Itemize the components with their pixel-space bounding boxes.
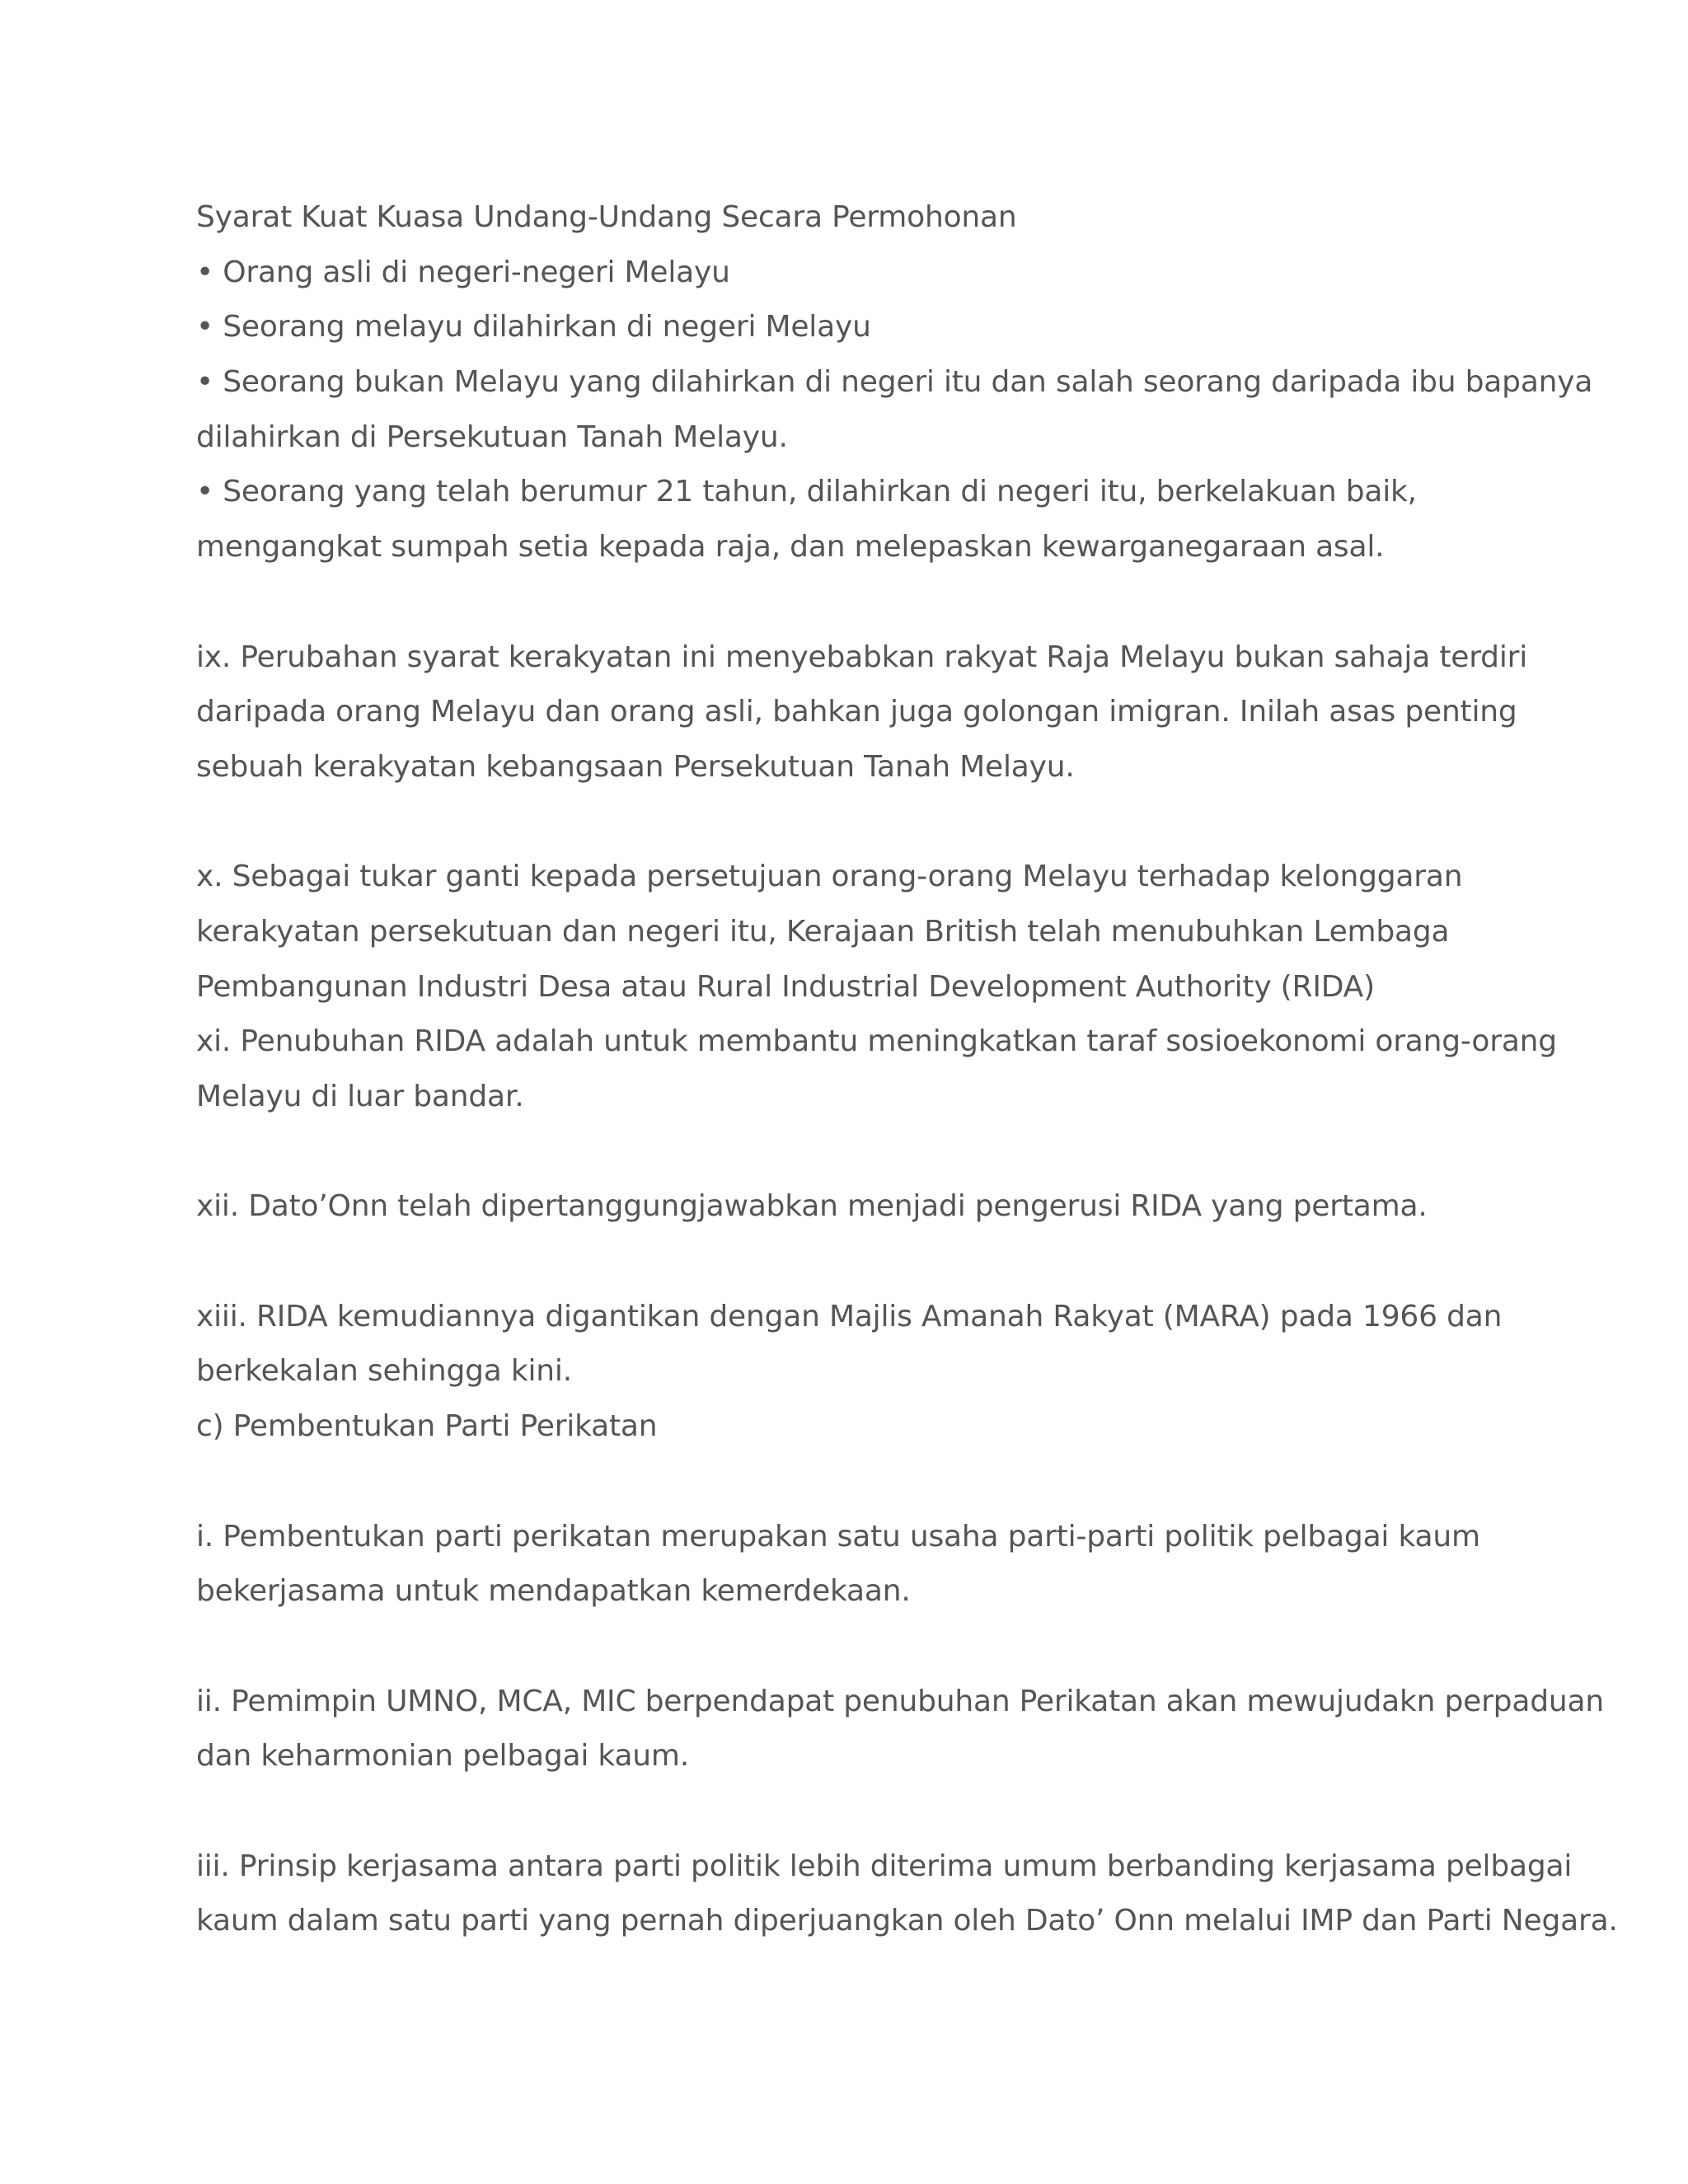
paragraph-xii-line: xii. Dato’Onn telah dipertanggungjawabkan menjadi pengerusi RIDA yang pertama. (196, 1189, 1428, 1224)
bullet-item-continuation: dilahirkan di Persekutuan Tanah Melayu. (196, 419, 788, 454)
document-page (196, 190, 1618, 1949)
section-heading: Syarat Kuat Kuasa Undang-Undang Secara Permohonan (196, 200, 1017, 234)
paragraph-ix-line: ix. Perubahan syarat kerakyatan ini menyebabkan rakyat Raja Melayu bukan sahaja terdiri (196, 640, 1528, 674)
paragraph-i-line: bekerjasama untuk mendapatkan kemerdekaan. (196, 1574, 911, 1609)
paragraph-ii-line: dan keharmonian pelbagai kaum. (196, 1739, 690, 1774)
paragraph-gap (196, 1455, 1515, 1510)
paragraph-ix-line: daripada orang Melayu dan orang asli, bahkan juga golongan imigran. Inilah asas penting (196, 695, 1517, 729)
paragraph-gap (196, 1784, 1515, 1840)
paragraph-gap (196, 1125, 1515, 1180)
paragraph-xiii-line: xiii. RIDA kemudiannya digantikan dengan Majlis Amanah Rakyat (MARA) pada 1966 dan (196, 1299, 1503, 1333)
bullet-item: • Orang asli di negeri-negeri Melayu (196, 255, 730, 289)
paragraph-iii-line: kaum dalam satu parti yang pernah diperjuangkan oleh Dato’ Onn melalui IMP dan Parti Negara. (196, 1904, 1618, 1938)
paragraph-x-line: x. Sebagai tukar ganti kepada persetujuan orang-orang Melayu terhadap kelonggaran (196, 860, 1463, 894)
paragraph-ix-line: sebuah kerakyatan kebangsaan Persekutuan Tanah Melayu. (196, 749, 1075, 784)
bullet-item: • Seorang melayu dilahirkan di negeri Melayu (196, 310, 871, 344)
paragraph-gap (196, 575, 1515, 630)
bullet-item: • Seorang bukan Melayu yang dilahirkan di negeri itu dan salah seorang daripada ibu bapanya (196, 365, 1593, 400)
paragraph-xi-line: xi. Penubuhan RIDA adalah untuk membantu meningkatkan taraf sosioekonomi orang-orang (196, 1024, 1557, 1059)
bullet-item: • Seorang yang telah berumur 21 tahun, dilahirkan di negeri itu, berkelakuan baik, (196, 475, 1417, 509)
paragraph-i-line: i. Pembentukan parti perikatan merupakan satu usaha parti-parti politik pelbagai kaum (196, 1519, 1480, 1554)
paragraph-gap (196, 795, 1515, 851)
paragraph-xiii-line: berkekalan sehingga kini. (196, 1354, 572, 1389)
paragraph-iii-line: iii. Prinsip kerjasama antara parti politik lebih diterima umum berbanding kerjasama pelbagai (196, 1849, 1573, 1883)
paragraph-gap (196, 1235, 1515, 1290)
bullet-item-continuation: mengangkat sumpah setia kepada raja, dan melepaskan kewarganegaraan asal. (196, 530, 1385, 565)
paragraph-xi-line: Melayu di luar bandar. (196, 1080, 524, 1113)
paragraph-ii-line: ii. Pemimpin UMNO, MCA, MIC berpendapat penubuhan Perikatan akan mewujudakn perpaduan (196, 1684, 1604, 1718)
section-c-heading: c) Pembentukan Parti Perikatan (196, 1409, 658, 1444)
paragraph-x-line: Pembangunan Industri Desa atau Rural Industrial Development Authority (RIDA) (196, 969, 1375, 1004)
paragraph-x-line: kerakyatan persekutuan dan negeri itu, Kerajaan British telah menubuhkan Lembaga (196, 914, 1450, 949)
paragraph-gap (196, 1619, 1515, 1675)
